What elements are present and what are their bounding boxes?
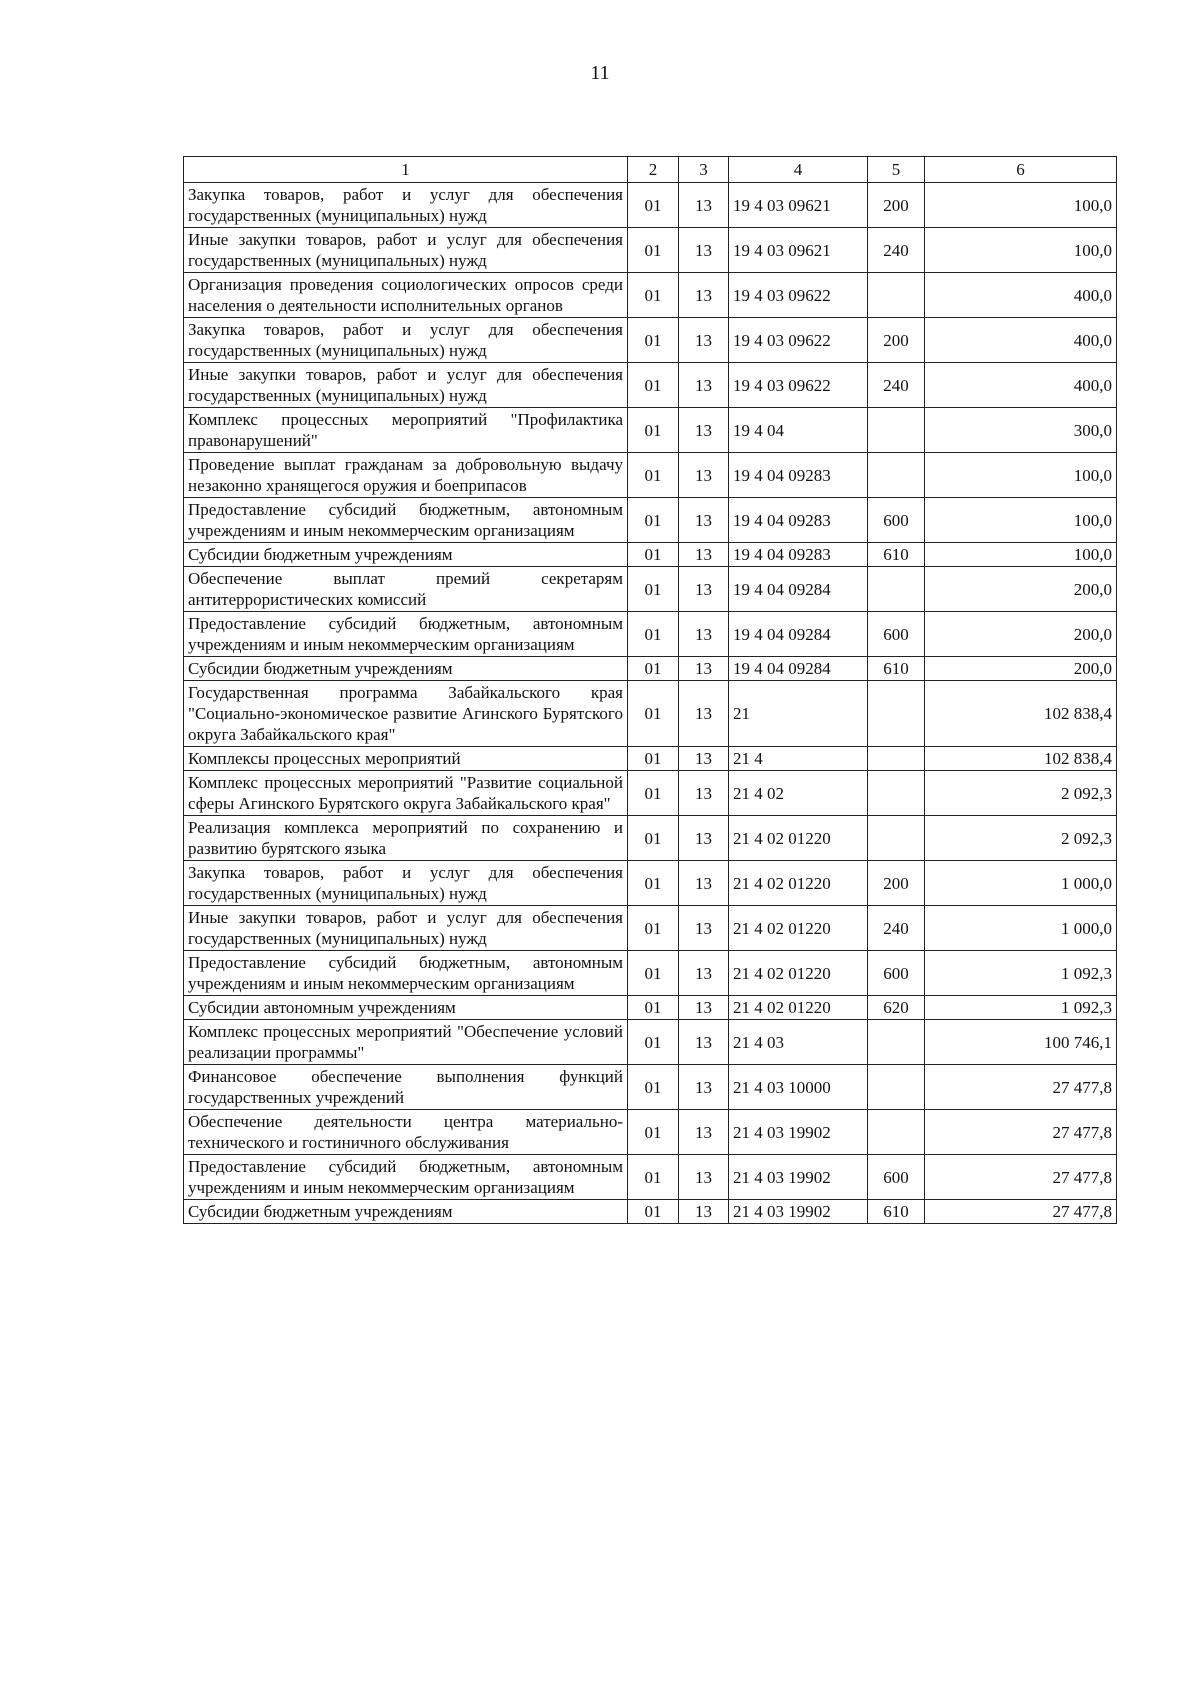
table-row — [184, 318, 1117, 363]
amount-cell: 27 477,8 — [925, 1200, 1117, 1224]
expense-type-cell — [868, 1110, 925, 1155]
amount-cell: 1 000,0 — [925, 861, 1117, 906]
table-row — [184, 1110, 1117, 1155]
amount-cell: 100,0 — [925, 228, 1117, 273]
target-article-cell: 21 4 02 01220 — [729, 861, 868, 906]
table-row — [184, 681, 1117, 747]
target-article-cell: 19 4 04 09284 — [729, 612, 868, 657]
amount-cell: 2 092,3 — [925, 771, 1117, 816]
amount-cell: 2 092,3 — [925, 816, 1117, 861]
subsection-code-cell: 13 — [679, 498, 729, 543]
section-code-cell: 01 — [628, 681, 679, 747]
target-article-cell: 21 — [729, 681, 868, 747]
row-name-cell: Комплекс процессных мероприятий "Профилактика правонарушений" — [184, 408, 628, 453]
section-code-cell: 01 — [628, 543, 679, 567]
table-row — [184, 183, 1117, 228]
expense-type-cell: 600 — [868, 498, 925, 543]
section-code-cell: 01 — [628, 906, 679, 951]
expense-type-cell — [868, 816, 925, 861]
amount-cell: 100,0 — [925, 498, 1117, 543]
table-row — [184, 951, 1117, 996]
subsection-code-cell: 13 — [679, 1065, 729, 1110]
expense-type-cell — [868, 273, 925, 318]
subsection-code-cell: 13 — [679, 318, 729, 363]
row-name-cell: Субсидии автономным учреждениям — [184, 996, 628, 1020]
row-name-cell: Обеспечение деятельности центра материально-технического и гостиничного обслуживания — [184, 1110, 628, 1155]
expense-type-cell — [868, 567, 925, 612]
row-name-cell: Комплекс процессных мероприятий "Обеспечение условий реализации программы" — [184, 1020, 628, 1065]
amount-cell: 200,0 — [925, 612, 1117, 657]
row-name-cell: Закупка товаров, работ и услуг для обеспечения государственных (муниципальных) нужд — [184, 183, 628, 228]
target-article-cell: 21 4 03 19902 — [729, 1110, 868, 1155]
amount-cell: 27 477,8 — [925, 1110, 1117, 1155]
target-article-cell: 21 4 03 19902 — [729, 1200, 868, 1224]
section-code-cell: 01 — [628, 1155, 679, 1200]
subsection-code-cell: 13 — [679, 681, 729, 747]
expense-type-cell: 600 — [868, 1155, 925, 1200]
target-article-cell: 19 4 04 — [729, 408, 868, 453]
subsection-code-cell: 13 — [679, 567, 729, 612]
expense-type-cell: 620 — [868, 996, 925, 1020]
subsection-code-cell: 13 — [679, 951, 729, 996]
column-header: 2 — [628, 157, 679, 183]
row-name-cell: Иные закупки товаров, работ и услуг для обеспечения государственных (муниципальных) нужд — [184, 363, 628, 408]
table-row — [184, 567, 1117, 612]
target-article-cell: 19 4 04 09283 — [729, 543, 868, 567]
section-code-cell: 01 — [628, 1200, 679, 1224]
section-code-cell: 01 — [628, 951, 679, 996]
target-article-cell: 19 4 03 09622 — [729, 273, 868, 318]
table-row — [184, 1020, 1117, 1065]
table-row — [184, 1155, 1117, 1200]
section-code-cell: 01 — [628, 861, 679, 906]
target-article-cell: 19 4 04 09283 — [729, 453, 868, 498]
table-row — [184, 1200, 1117, 1224]
target-article-cell: 19 4 04 09284 — [729, 657, 868, 681]
column-header: 1 — [184, 157, 628, 183]
amount-cell: 102 838,4 — [925, 681, 1117, 747]
row-name-cell: Предоставление субсидий бюджетным, автономным учреждениям и иным некоммерческим организациям — [184, 1155, 628, 1200]
expense-type-cell — [868, 408, 925, 453]
target-article-cell: 19 4 04 09283 — [729, 498, 868, 543]
row-name-cell: Финансовое обеспечение выполнения функций государственных учреждений — [184, 1065, 628, 1110]
target-article-cell: 19 4 03 09622 — [729, 318, 868, 363]
expense-type-cell — [868, 1065, 925, 1110]
table-row — [184, 996, 1117, 1020]
section-code-cell: 01 — [628, 183, 679, 228]
subsection-code-cell: 13 — [679, 1110, 729, 1155]
amount-cell: 100,0 — [925, 183, 1117, 228]
subsection-code-cell: 13 — [679, 408, 729, 453]
amount-cell: 200,0 — [925, 657, 1117, 681]
amount-cell: 100,0 — [925, 543, 1117, 567]
section-code-cell: 01 — [628, 408, 679, 453]
subsection-code-cell: 13 — [679, 996, 729, 1020]
section-code-cell: 01 — [628, 567, 679, 612]
target-article-cell: 21 4 02 01220 — [729, 951, 868, 996]
row-name-cell: Предоставление субсидий бюджетным, автономным учреждениям и иным некоммерческим организациям — [184, 498, 628, 543]
subsection-code-cell: 13 — [679, 543, 729, 567]
expense-type-cell: 240 — [868, 906, 925, 951]
column-header: 3 — [679, 157, 729, 183]
section-code-cell: 01 — [628, 771, 679, 816]
section-code-cell: 01 — [628, 612, 679, 657]
subsection-code-cell: 13 — [679, 816, 729, 861]
amount-cell: 102 838,4 — [925, 747, 1117, 771]
expense-type-cell: 200 — [868, 318, 925, 363]
budget-table — [183, 156, 1117, 1224]
row-name-cell: Закупка товаров, работ и услуг для обеспечения государственных (муниципальных) нужд — [184, 318, 628, 363]
amount-cell: 400,0 — [925, 363, 1117, 408]
amount-cell: 200,0 — [925, 567, 1117, 612]
target-article-cell: 21 4 02 — [729, 771, 868, 816]
amount-cell: 27 477,8 — [925, 1065, 1117, 1110]
section-code-cell: 01 — [628, 996, 679, 1020]
subsection-code-cell: 13 — [679, 747, 729, 771]
subsection-code-cell: 13 — [679, 273, 729, 318]
section-code-cell: 01 — [628, 816, 679, 861]
section-code-cell: 01 — [628, 228, 679, 273]
table-row — [184, 861, 1117, 906]
column-header: 6 — [925, 157, 1117, 183]
section-code-cell: 01 — [628, 318, 679, 363]
expense-type-cell — [868, 453, 925, 498]
table-row — [184, 771, 1117, 816]
expense-type-cell: 600 — [868, 951, 925, 996]
target-article-cell: 21 4 03 — [729, 1020, 868, 1065]
row-name-cell: Субсидии бюджетным учреждениям — [184, 543, 628, 567]
expense-type-cell: 610 — [868, 543, 925, 567]
row-name-cell: Комплекс процессных мероприятий "Развитие социальной сферы Агинского Бурятского округа Забайкальского края" — [184, 771, 628, 816]
subsection-code-cell: 13 — [679, 228, 729, 273]
section-code-cell: 01 — [628, 747, 679, 771]
row-name-cell: Обеспечение выплат премий секретарям антитеррористических комиссий — [184, 567, 628, 612]
table-row — [184, 228, 1117, 273]
subsection-code-cell: 13 — [679, 453, 729, 498]
expense-type-cell — [868, 771, 925, 816]
amount-cell: 100 746,1 — [925, 1020, 1117, 1065]
row-name-cell: Закупка товаров, работ и услуг для обеспечения государственных (муниципальных) нужд — [184, 861, 628, 906]
row-name-cell: Субсидии бюджетным учреждениям — [184, 657, 628, 681]
target-article-cell: 19 4 03 09621 — [729, 228, 868, 273]
expense-type-cell — [868, 681, 925, 747]
target-article-cell: 21 4 — [729, 747, 868, 771]
target-article-cell: 19 4 03 09621 — [729, 183, 868, 228]
table-row — [184, 543, 1117, 567]
subsection-code-cell: 13 — [679, 1155, 729, 1200]
expense-type-cell: 610 — [868, 1200, 925, 1224]
target-article-cell: 21 4 03 19902 — [729, 1155, 868, 1200]
row-name-cell: Иные закупки товаров, работ и услуг для обеспечения государственных (муниципальных) нужд — [184, 906, 628, 951]
expense-type-cell — [868, 747, 925, 771]
subsection-code-cell: 13 — [679, 363, 729, 408]
subsection-code-cell: 13 — [679, 657, 729, 681]
amount-cell: 27 477,8 — [925, 1155, 1117, 1200]
subsection-code-cell: 13 — [679, 1020, 729, 1065]
section-code-cell: 01 — [628, 273, 679, 318]
subsection-code-cell: 13 — [679, 771, 729, 816]
table-row — [184, 906, 1117, 951]
target-article-cell: 19 4 03 09622 — [729, 363, 868, 408]
section-code-cell: 01 — [628, 1110, 679, 1155]
table-row — [184, 273, 1117, 318]
target-article-cell: 21 4 02 01220 — [729, 996, 868, 1020]
subsection-code-cell: 13 — [679, 861, 729, 906]
row-name-cell: Комплексы процессных мероприятий — [184, 747, 628, 771]
column-header: 5 — [868, 157, 925, 183]
section-code-cell: 01 — [628, 657, 679, 681]
subsection-code-cell: 13 — [679, 1200, 729, 1224]
section-code-cell: 01 — [628, 1065, 679, 1110]
amount-cell: 400,0 — [925, 318, 1117, 363]
amount-cell: 1 092,3 — [925, 951, 1117, 996]
amount-cell: 400,0 — [925, 273, 1117, 318]
table-body — [184, 157, 1117, 1224]
section-code-cell: 01 — [628, 498, 679, 543]
row-name-cell: Организация проведения социологических опросов среди населения о деятельности исполнительных органов — [184, 273, 628, 318]
target-article-cell: 19 4 04 09284 — [729, 567, 868, 612]
expense-type-cell: 610 — [868, 657, 925, 681]
target-article-cell: 21 4 02 01220 — [729, 816, 868, 861]
column-header: 4 — [729, 157, 868, 183]
table-row — [184, 747, 1117, 771]
row-name-cell: Субсидии бюджетным учреждениям — [184, 1200, 628, 1224]
row-name-cell: Предоставление субсидий бюджетным, автономным учреждениям и иным некоммерческим организациям — [184, 951, 628, 996]
table-row — [184, 816, 1117, 861]
amount-cell: 300,0 — [925, 408, 1117, 453]
table-header-row — [184, 157, 1117, 183]
row-name-cell: Проведение выплат гражданам за добровольную выдачу незаконно хранящегося оружия и боеприпасов — [184, 453, 628, 498]
amount-cell: 1 092,3 — [925, 996, 1117, 1020]
row-name-cell: Государственная программа Забайкальского края "Социально-экономическое развитие Агинского Бурятского округа Забайкальского края" — [184, 681, 628, 747]
row-name-cell: Иные закупки товаров, работ и услуг для обеспечения государственных (муниципальных) нужд — [184, 228, 628, 273]
section-code-cell: 01 — [628, 1020, 679, 1065]
expense-type-cell: 240 — [868, 363, 925, 408]
table-row — [184, 612, 1117, 657]
subsection-code-cell: 13 — [679, 612, 729, 657]
table-row — [184, 498, 1117, 543]
table-row — [184, 1065, 1117, 1110]
page-number: 11 — [590, 62, 610, 84]
section-code-cell: 01 — [628, 363, 679, 408]
subsection-code-cell: 13 — [679, 906, 729, 951]
table-row — [184, 657, 1117, 681]
table-row — [184, 453, 1117, 498]
row-name-cell: Предоставление субсидий бюджетным, автономным учреждениям и иным некоммерческим организациям — [184, 612, 628, 657]
amount-cell: 100,0 — [925, 453, 1117, 498]
table-row — [184, 408, 1117, 453]
subsection-code-cell: 13 — [679, 183, 729, 228]
expense-type-cell: 600 — [868, 612, 925, 657]
expense-type-cell: 240 — [868, 228, 925, 273]
expense-type-cell: 200 — [868, 861, 925, 906]
expense-type-cell — [868, 1020, 925, 1065]
table-row — [184, 363, 1117, 408]
expense-type-cell: 200 — [868, 183, 925, 228]
target-article-cell: 21 4 03 10000 — [729, 1065, 868, 1110]
amount-cell: 1 000,0 — [925, 906, 1117, 951]
target-article-cell: 21 4 02 01220 — [729, 906, 868, 951]
section-code-cell: 01 — [628, 453, 679, 498]
row-name-cell: Реализация комплекса мероприятий по сохранению и развитию бурятского языка — [184, 816, 628, 861]
